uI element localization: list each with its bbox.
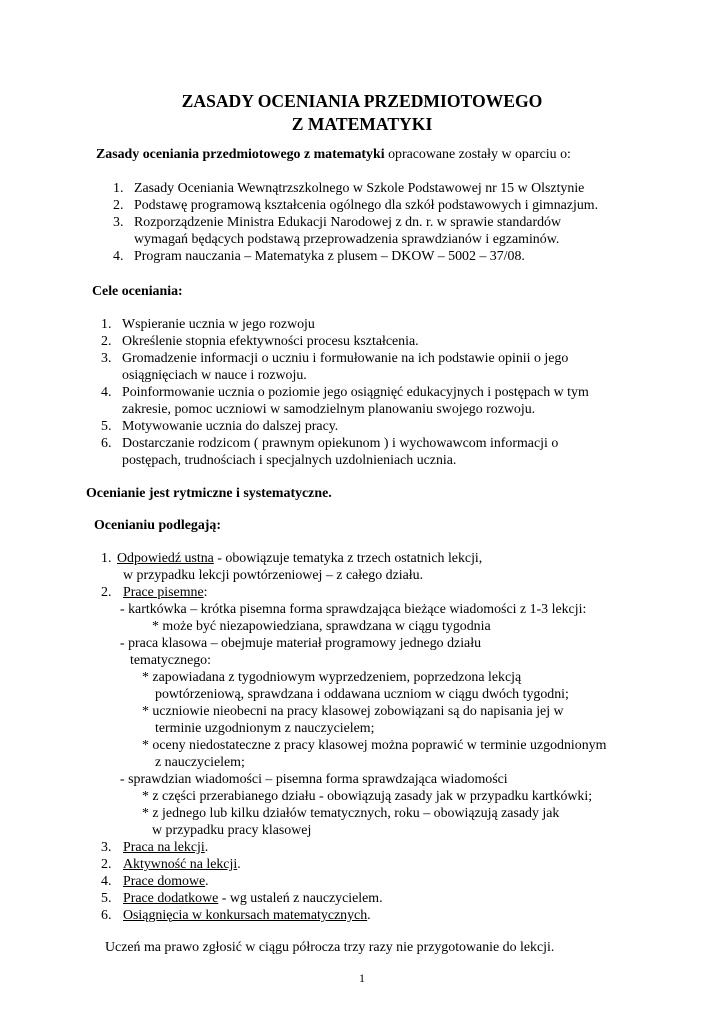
underlined-term: Prace dodatkowe: [123, 891, 219, 906]
written-line: - kartkówka – krótka pisemna forma sprawdzająca bieżące wiadomości z 1-3 lekcji:: [120, 602, 587, 617]
intro-paragraph: [96, 146, 571, 163]
item-text: - obowiązuje tematyka z trzech ostatnich lekcji,: [213, 551, 483, 566]
list-item: Rozporządzenie Ministra Edukacji Narodowej z dn. r. w sprawie standardów: [134, 215, 562, 230]
list-item-continuation: wymagań będących podstawą przeprowadzenia sprawdzianów i egzaminów.: [134, 232, 560, 247]
list-number: 2.: [101, 585, 112, 600]
item-text: :: [203, 585, 208, 600]
list-item: [123, 856, 241, 873]
list-item: Określenie stopnia efektywności procesu kształcenia.: [122, 334, 419, 349]
list-item: [123, 839, 208, 856]
list-number: 3.: [101, 840, 112, 855]
page-title-line-2: Z MATEMATYKI: [291, 114, 433, 134]
goals-heading: Cele oceniania:: [92, 284, 183, 299]
written-line: * może być niezapowiedziana, sprawdzana w ciągu tygodnia: [152, 619, 491, 634]
written-line: - praca klasowa – obejmuje materiał programowy jednego działu: [120, 636, 482, 651]
item-text: - wg ustaleń z nauczycielem.: [218, 891, 383, 906]
underlined-term: Prace pisemne: [123, 585, 204, 600]
underlined-term: Praca na lekcji: [123, 840, 205, 855]
list-number: 1.: [101, 551, 112, 566]
list-item: [123, 873, 209, 890]
list-item: Podstawę programową kształcenia ogólnego dla szkół podstawowych i gimnazjum.: [134, 198, 599, 213]
written-line: * z części przerabianego działu - obowiązują zasady jak w przypadku kartkówki;: [142, 789, 593, 804]
list-number: 1.: [113, 181, 124, 196]
written-line: w przypadku pracy klasowej: [152, 823, 312, 838]
written-line: - sprawdzian wiadomości – pisemna forma sprawdzająca wiadomości: [120, 772, 508, 787]
underlined-term: Osiągnięcia w konkursach matematycznych: [123, 908, 368, 923]
intro-rest: opracowane zostały w oparciu o:: [384, 147, 571, 162]
list-number: 2.: [101, 857, 112, 872]
list-item: [123, 890, 383, 907]
list-item: Poinformowanie ucznia o poziomie jego osiągnięć edukacyjnych i postępach w tym: [122, 385, 589, 400]
closing-statement: Uczeń ma prawo zgłosić w ciągu półrocza trzy razy nie przygotowanie do lekcji.: [105, 940, 555, 955]
subject-heading: Ocenianiu podlegają:: [94, 518, 221, 533]
written-line: z nauczycielem;: [155, 755, 245, 770]
list-item: [123, 584, 207, 601]
underlined-term: Aktywność na lekcji: [123, 857, 238, 872]
list-item-continuation: zakresie, pomoc uczniowi w samodzielnym planowaniu swojego rozwoju.: [122, 402, 536, 417]
list-number: 5.: [101, 419, 112, 434]
written-line: * uczniowie nieobecni na pracy klasowej zobowiązani są do napisania jej w: [142, 704, 564, 719]
list-item-continuation: w przypadku lekcji powtórzeniowej – z całego działu.: [123, 568, 424, 583]
list-number: 3.: [113, 215, 124, 230]
rhythmic-statement: Ocenianie jest rytmiczne i systematyczne.: [86, 486, 332, 501]
list-item: Gromadzenie informacji o uczniu i formułowanie na ich podstawie opinii o jego: [122, 351, 569, 366]
written-line: * zapowiadana z tygodniowym wyprzedzeniem, poprzedzona lekcją: [142, 670, 522, 685]
written-line: terminie uzgodnionym z nauczycielem;: [155, 721, 375, 736]
list-number: 4.: [101, 385, 112, 400]
item-text: .: [205, 874, 209, 889]
page-title-line-1: ZASADY OCENIANIA PRZEDMIOTOWEGO: [181, 91, 543, 111]
item-text: .: [367, 908, 371, 923]
list-item: Wspieranie ucznia w jego rozwoju: [122, 317, 315, 332]
list-number: 2.: [101, 334, 112, 349]
written-line: powtórzeniową, sprawdzana i oddawana uczniom w ciągu dwóch tygodni;: [155, 687, 569, 702]
list-item: Dostarczanie rodzicom ( prawnym opiekunom ) i wychowawcom informacji o: [122, 436, 559, 451]
list-number: 4.: [113, 249, 124, 264]
list-item: Motywowanie ucznia do dalszej pracy.: [122, 419, 339, 434]
list-number: 4.: [101, 874, 112, 889]
written-line: tematycznego:: [130, 653, 211, 668]
list-number: 1.: [101, 317, 112, 332]
list-item-continuation: postępach, trudnościach i specjalnych uzdolnieniach ucznia.: [122, 453, 457, 468]
page-number: 1: [359, 971, 365, 985]
list-item: [123, 907, 371, 924]
written-line: * oceny niedostateczne z pracy klasowej można poprawić w terminie uzgodnionym: [142, 738, 607, 753]
list-number: 6.: [101, 436, 112, 451]
list-item: [117, 550, 482, 567]
list-item-continuation: osiągnięciach w nauce i rozwoju.: [122, 368, 307, 383]
underlined-term: Prace domowe: [123, 874, 206, 889]
list-item: Zasady Oceniania Wewnątrzszkolnego w Szkole Podstawowej nr 15 w Olsztynie: [134, 181, 585, 196]
intro-bold: Zasady oceniania przedmiotowego z matematyki: [96, 147, 385, 162]
list-number: 6.: [101, 908, 112, 923]
list-number: 2.: [113, 198, 124, 213]
list-number: 3.: [101, 351, 112, 366]
item-text: .: [237, 857, 241, 872]
item-text: .: [204, 840, 209, 855]
list-item: Program nauczania – Matematyka z plusem – DKOW – 5002 – 37/08.: [134, 249, 525, 264]
underlined-term: Odpowiedź ustna: [117, 551, 214, 566]
list-number: 5.: [101, 891, 112, 906]
written-line: * z jednego lub kilku działów tematycznych, roku – obowiązują zasady jak: [142, 806, 560, 821]
